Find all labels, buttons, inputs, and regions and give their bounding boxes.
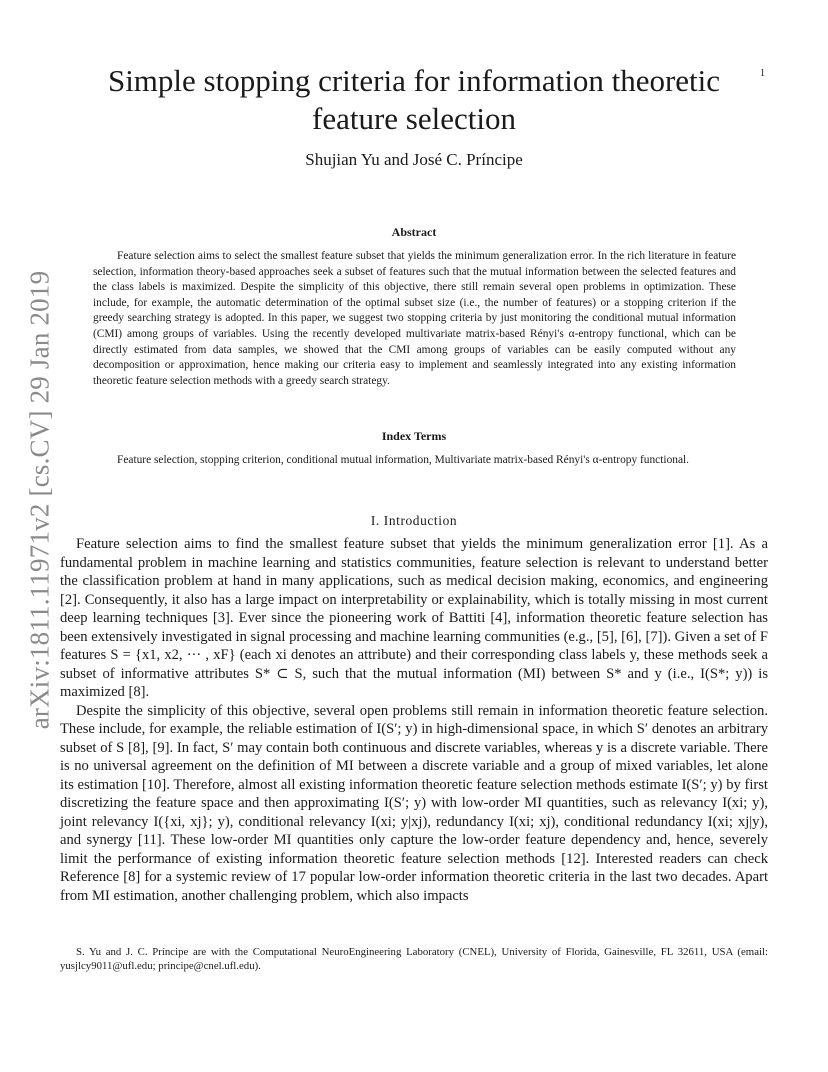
index-terms-text: Feature selection, stopping criterion, conditional mutual information, Multivariate matrix-based Rényi's α-entropy functional. [117,454,690,466]
arxiv-stamp [20,270,60,730]
paper-authors: Shujian Yu and José C. Príncipe [305,150,523,169]
paragraph: Feature selection aims to find the smallest feature subset that yields the minimum generalization error [1]. As a fundamental problem in machine learning and statistics communities, feature selection is relevant to understand better the classification problem at hand in many applications, such as medical decision making, economics, and engineering [2]. Consequently, it also has a large impact on interpretability or explainability, which is totally missing in most current deep learning techniques [3]. Ever since the pioneering work of Battiti [4], information theoretic feature selection has been extensively investigated in signal processing and machine learning communities (e.g., [5], [6], [7]). Given a set of F features S = {x1, x2, ··· , xF} (each xi denotes an attribute) and their corresponding class labels y, these methods seek a subset of informative attributes S* ⊂ S, such that the mutual information (MI) between S* and y (i.e., I(S*; y)) is maximized [8]. [60,536,768,700]
paper-title: Simple stopping criteria for information theoretic feature selection [107,63,721,136]
paragraph: Despite the simplicity of this objective, several open problems still remain in information theoretic feature selection. These include, for example, the reliable estimation of I(S′; y) in high-dimensional space, in which S′ denotes an arbitrary subset of S [8], [9]. In fact, S′ may contain both continuous and discrete variables, whereas y is a discrete variable. There is no universal agreement on the definition of MI between a discrete variable and a group of mixed variables, let alone its estimation [10]. Therefore, almost all existing information theoretic feature selection methods estimate I(S′; y) by first discretizing the feature space and then approximating I(S′; y) with low-order MI quantities, such as relevancy I(xi; y), joint relevancy I({xi, xj}; y), conditional relevancy I(xi; y|xj), redundancy I(xi; xj), conditional redundancy I(xi; xj|y), and synergy [11]. These low-order MI quantities only capture the low-order feature dependency and, hence, severely limit the performance of existing information theoretic feature selection methods [12]. Interested readers can check Reference [8] for a systemic review of 17 popular low-order information theoretic criteria in the last two decades. Apart from MI estimation, another challenging problem, which also impacts [60,702,768,904]
index-terms-heading: Index Terms [381,429,447,443]
introduction-body [60,535,768,905]
arxiv-identifier: arXiv:1811.11971v2 [cs.CV] 29 Jan 2019 [24,270,55,730]
abstract-text: Feature selection aims to select the smallest feature subset that yields the minimum generalization error. In the rich literature in feature selection, information theory-based approaches seek a subset of features such that the mutual information between the selected features and the class labels is maximized. Despite the simplicity of this objective, there still remain several open problems in optimization. These include, for example, the automatic determination of the optimal subset size (i.e., the number of features) or a stopping criterion if the greedy searching strategy is adopted. In this paper, we suggest two stopping criteria by just monitoring the conditional mutual information (CMI) among groups of variables. Using the recently developed multivariate matrix-based Rényi's α-entropy functional, which can be directly estimated from data samples, we showed that the CMI among groups of variables can be easily computed without any decomposition or approximation, hence making our criteria easy to implement and seamlessly integrated into any existing information theoretic feature selection methods with a greedy search strategy. [93,250,736,387]
section-heading: I. Introduction [370,513,458,528]
author-footnote: S. Yu and J. C. Príncipe are with the Computational NeuroEngineering Laboratory (CNEL), University of Florida, Gainesville, FL 32611, USA (email: yusjlcy9011@ufl.edu; principe@cnel.ufl.edu). [60,946,768,972]
abstract-heading: Abstract [391,225,437,239]
page-number: 1 [760,68,765,79]
